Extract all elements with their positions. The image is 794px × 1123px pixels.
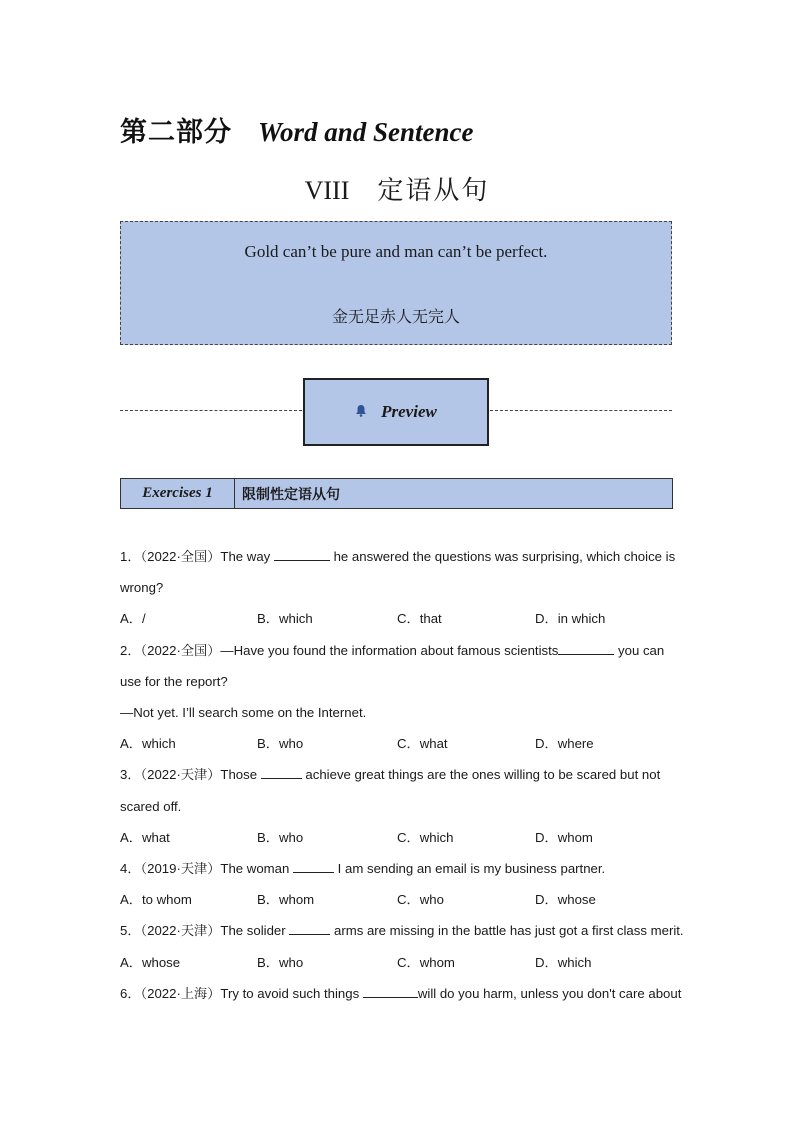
question-text: achieve great things are the ones willing to be scared but not [301,767,661,782]
option-d[interactable]: D．which [535,955,592,970]
option-d[interactable]: D．whom [535,830,593,845]
option-a[interactable]: A．/ [120,611,146,626]
question-text: The way [220,549,274,564]
option-d[interactable]: D．whose [535,892,596,907]
question-number: 4． [120,861,141,876]
question-6 [120,984,681,1004]
bell-icon [355,404,367,421]
exercise-topic: 限制性定语从句 [242,486,340,503]
divider-left [120,410,302,411]
option-c[interactable]: C．what [397,736,448,751]
question-text: The woman [220,861,293,876]
question-source: （2022·全国） [140,549,221,564]
part-heading [120,110,474,149]
question-5 [120,921,684,941]
option-a[interactable]: A．which [120,736,176,751]
question-1 [120,547,675,567]
option-a[interactable]: A．to whom [120,892,192,907]
option-c[interactable]: C．whom [397,955,455,970]
answer-blank[interactable] [293,860,334,873]
divider-right [490,410,672,411]
part-heading-en: Word and Sentence [258,117,474,147]
exercise-label: Exercises 1 [121,479,235,508]
question-text: The solider [220,923,290,938]
question-number: 2． [120,643,141,658]
question-source: （2022·全国） [140,643,221,658]
answer-blank[interactable] [558,642,614,655]
unit-number: VIII [304,176,350,205]
part-heading-cn: 第二部分 [120,117,232,148]
option-b[interactable]: B．who [257,736,304,751]
preview-banner [303,378,489,446]
question-number: 5． [120,923,141,938]
question-1-continued: wrong? [120,580,164,595]
exercise-header [120,478,673,509]
question-text: will do you harm, unless you don't care about [417,986,682,1001]
quote-english: Gold can’t be pure and man can’t be perfect. [244,242,548,261]
question-source: （2022·天津） [140,923,221,938]
option-b[interactable]: B．who [257,830,304,845]
question-2-reply: —Not yet. I’ll search some on the Internet. [120,705,367,720]
unit-title-cn: 定语从句 [377,176,490,206]
option-d[interactable]: D．where [535,736,594,751]
question-4 [120,859,605,879]
option-b[interactable]: B．whom [257,892,315,907]
option-a[interactable]: A．what [120,830,170,845]
question-text: Those [220,767,261,782]
answer-blank[interactable] [274,548,330,561]
question-number: 6． [120,986,141,1001]
question-text: Try to avoid such things [220,986,363,1001]
question-source: （2019·天津） [140,861,221,876]
question-source: （2022·天津） [140,767,221,782]
option-c[interactable]: C．who [397,892,444,907]
unit-title [0,170,794,207]
quote-box [120,221,672,345]
question-source: （2022·上海） [140,986,221,1001]
question-3-continued: scared off. [120,799,182,814]
preview-label: Preview [381,402,437,421]
question-3 [120,765,660,785]
option-c[interactable]: C．which [397,830,454,845]
option-b[interactable]: B．who [257,955,304,970]
question-text: arms are missing in the battle has just got a first class merit. [330,923,684,938]
question-text: you can [614,643,665,658]
answer-blank[interactable] [289,922,330,935]
answer-blank[interactable] [363,985,418,998]
answer-blank[interactable] [261,766,302,779]
question-number: 1． [120,549,141,564]
question-text: he answered the questions was surprising, which choice is [329,549,676,564]
option-b[interactable]: B．which [257,611,313,626]
option-c[interactable]: C．that [397,611,442,626]
question-text: I am sending an email is my business partner. [334,861,606,876]
option-d[interactable]: D．in which [535,611,606,626]
question-2 [120,641,664,661]
question-number: 3． [120,767,141,782]
option-a[interactable]: A．whose [120,955,181,970]
quote-chinese: 金无足赤人无完人 [331,307,460,326]
question-2-continued: use for the report? [120,674,228,689]
question-text: —Have you found the information about famous scientists [220,643,559,658]
